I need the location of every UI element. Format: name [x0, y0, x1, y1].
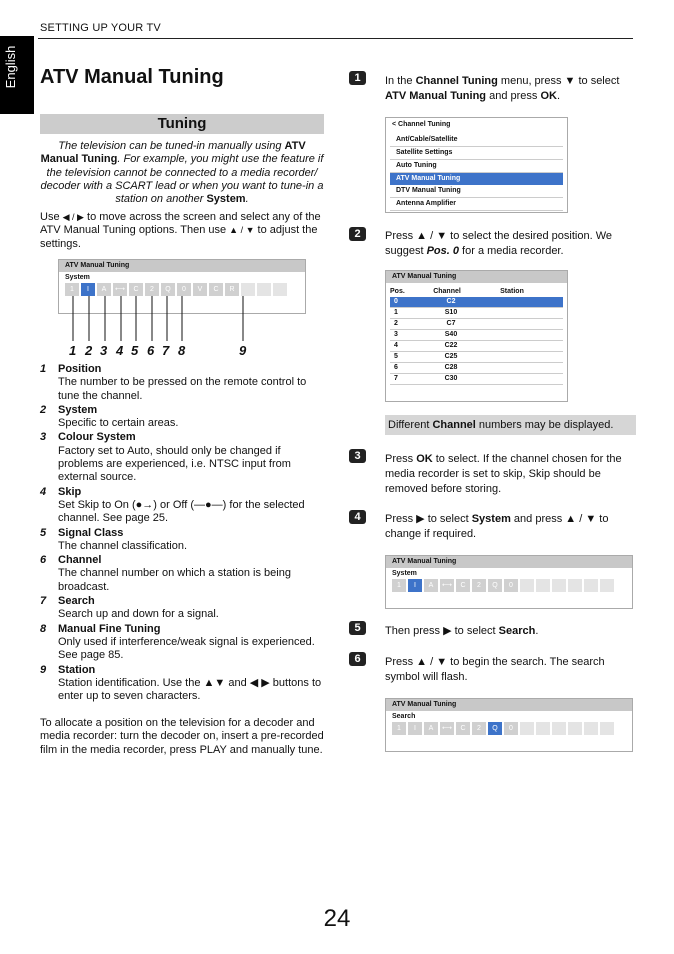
item-number: 5	[40, 526, 47, 539]
item-description: The channel number on which a station is being broadcast.	[58, 567, 291, 593]
intro-paragraph: The television can be tuned-in manually using ATV Manual Tuning. For example, you might use the feature if the television cannot be connected to a media recorder/ decoder with a SCART lead or when you want to tune-in a station on another System.	[40, 140, 324, 206]
osd-cell	[552, 579, 566, 592]
step-1-text: In the Channel Tuning menu, press ▼ to select ATV Manual Tuning and press OK.	[385, 75, 620, 102]
channel-row	[390, 363, 563, 374]
callout-6: 6	[147, 343, 155, 358]
channel-row	[390, 374, 563, 385]
osd-cells	[386, 722, 632, 735]
item-number: 3	[40, 431, 47, 444]
osd-cell	[536, 579, 550, 592]
osd-cell: 1	[392, 722, 406, 735]
channel-row	[390, 341, 563, 352]
step-4-badge: 4	[349, 510, 366, 524]
osd-cells	[386, 579, 632, 592]
item-number: 4	[40, 485, 47, 498]
item-description: Search up and down for a signal.	[58, 608, 219, 621]
list-item	[40, 595, 324, 622]
osd-header: ATV Manual Tuning	[386, 556, 632, 568]
item-title: Manual Fine Tuning	[58, 622, 161, 635]
menu-rows	[386, 134, 567, 211]
page-number: 24	[323, 905, 351, 932]
item-description: Station identification. Use the ▲▼ and ◀ ▶ buttons to enter up to seven characters.	[58, 676, 322, 703]
callout-4: 4	[116, 343, 124, 358]
list-item	[40, 554, 324, 594]
osd-cell: C	[129, 283, 143, 296]
language-tab	[0, 36, 34, 114]
osd-cell: C	[209, 283, 223, 296]
step-3-text: Press OK to select. If the channel chosen for the media recorder is set to skip, Skip should be removed before storing.	[385, 453, 622, 495]
list-item	[40, 527, 324, 554]
osd-cell: I	[408, 579, 422, 592]
item-number: 2	[40, 403, 47, 416]
osd-cell: Q	[161, 283, 175, 296]
row-pos: 5	[394, 353, 398, 360]
osd-header: ATV Manual Tuning	[59, 260, 305, 272]
osd-cell: I	[408, 722, 422, 735]
step-6-badge: 6	[349, 652, 366, 666]
menu-item: Ant/Cable/Satellite	[390, 134, 563, 147]
channel-row	[390, 352, 563, 363]
col-pos: Pos.	[390, 288, 405, 295]
item-description: The channel classification.	[58, 539, 188, 552]
row-channel: C22	[444, 342, 458, 349]
osd-cell: V	[193, 283, 207, 296]
step-3-badge: 3	[349, 449, 366, 463]
osd-cell: A	[97, 283, 111, 296]
callout-1: 1	[69, 343, 77, 358]
language-tab-label: English	[3, 45, 18, 89]
item-number: 7	[40, 595, 47, 608]
row-pos: 0	[394, 298, 398, 305]
menu-back: < Channel Tuning	[392, 121, 451, 128]
running-header: SETTING UP YOUR TV	[40, 22, 161, 34]
osd-header: ATV Manual Tuning	[386, 699, 632, 711]
item-title: Colour System	[58, 431, 136, 444]
row-pos: 2	[394, 320, 398, 327]
osd-cell: 1	[392, 579, 406, 592]
osd-cell: 2	[472, 722, 486, 735]
row-pos: 1	[394, 309, 398, 316]
callout-9: 9	[239, 343, 247, 358]
row-channel: C30	[444, 375, 458, 382]
osd-search	[385, 698, 633, 752]
item-title: Channel	[58, 554, 102, 567]
list-item	[40, 486, 324, 526]
item-title: Signal Class	[58, 526, 124, 539]
channel-row	[390, 308, 563, 319]
item-description: Only used if interference/weak signal is experienced. See page 85.	[58, 635, 315, 662]
osd-cell: I	[81, 283, 95, 296]
channel-row	[390, 319, 563, 330]
osd-cell	[520, 722, 534, 735]
osd-label: System	[65, 274, 90, 281]
osd-cell: C	[456, 722, 470, 735]
item-number: 1	[40, 363, 47, 375]
list-item	[40, 664, 324, 704]
item-description: Specific to certain areas.	[58, 417, 179, 430]
list-item	[40, 431, 324, 484]
step-4-text: Press ▶ to select System and press ▲ / ▼ to change if required.	[385, 513, 609, 540]
item-description: Set Skip to On (●→) or Off (—●—) for the selected channel. See page 25.	[58, 498, 305, 525]
channel-rows	[386, 297, 567, 385]
option-list	[40, 363, 324, 704]
row-channel: C28	[444, 364, 458, 371]
menu-item: DTV Manual Tuning	[390, 185, 563, 198]
osd-cell: R	[225, 283, 239, 296]
row-channel: C2	[446, 298, 456, 305]
osd-cell	[584, 722, 598, 735]
osd-cell	[584, 579, 598, 592]
osd-system	[385, 555, 633, 609]
step-2-badge: 2	[349, 227, 366, 241]
row-pos: 6	[394, 364, 398, 371]
callout-2: 2	[85, 343, 93, 358]
item-title: Station	[58, 663, 96, 676]
osd-cell	[600, 579, 614, 592]
header-rule	[38, 38, 633, 39]
item-title: Search	[58, 595, 95, 608]
section-title: Tuning	[40, 114, 324, 134]
osd-cell	[273, 283, 287, 296]
osd-cell	[536, 722, 550, 735]
osd-label: System	[392, 570, 417, 577]
callout-5: 5	[131, 343, 139, 358]
item-title: Skip	[58, 485, 82, 498]
osd-cell: 1	[65, 283, 79, 296]
osd-channel-list	[385, 270, 568, 402]
col-station: Station	[500, 288, 524, 295]
menu-item: ATV Manual Tuning	[390, 173, 563, 185]
callout-7: 7	[162, 343, 170, 358]
callout-numbers	[68, 343, 258, 359]
row-channel: S10	[444, 309, 458, 316]
osd-cell: 0	[177, 283, 191, 296]
osd-cell: A	[424, 579, 438, 592]
use-paragraph: Use ◀ / ▶ to move across the screen and select any of the ATV Manual Tuning options. Then use ▲ / ▼ to adjust the settings.	[40, 211, 321, 250]
osd-label: Search	[392, 713, 416, 720]
osd-cell: Q	[488, 722, 502, 735]
callout-3: 3	[100, 343, 108, 358]
list-item	[40, 404, 324, 431]
item-number: 9	[40, 663, 47, 676]
step-5-text: Then press ▶ to select Search.	[385, 625, 539, 637]
col-channel: Channel	[433, 288, 461, 295]
row-channel: C25	[444, 353, 458, 360]
item-title: System	[58, 403, 98, 416]
osd-cell	[600, 722, 614, 735]
channel-row	[390, 297, 563, 308]
callout-lines	[58, 296, 304, 344]
osd-cell: Q	[488, 579, 502, 592]
osd-cell: 0	[504, 579, 518, 592]
osd-cell	[568, 579, 582, 592]
menu-item: Satellite Settings	[390, 147, 563, 160]
osd-cell	[257, 283, 271, 296]
row-pos: 7	[394, 375, 398, 382]
row-pos: 4	[394, 342, 398, 349]
page-title: ATV Manual Tuning	[40, 66, 224, 88]
callout-8: 8	[178, 343, 186, 358]
closing-paragraph: To allocate a position on the television for a decoder and media recorder: turn the decoder on, insert a pre-recorded film in the media recorder, press PLAY and manually tune.	[40, 717, 324, 756]
item-number: 8	[40, 622, 47, 635]
osd-cell	[241, 283, 255, 296]
menu-item: Antenna Amplifier	[390, 198, 563, 211]
osd-cells	[59, 283, 305, 296]
step-1-badge: 1	[349, 71, 366, 85]
list-item	[40, 363, 324, 403]
item-description: Factory set to Auto, should only be changed if problems are experienced, i.e. NTSC input from external source.	[58, 444, 291, 484]
item-title: Position	[58, 363, 102, 375]
row-channel: S40	[444, 331, 458, 338]
osd-cell: 2	[472, 579, 486, 592]
osd-cell: ⟷	[440, 579, 454, 592]
osd-cell	[520, 579, 534, 592]
osd-header: ATV Manual Tuning	[386, 271, 567, 283]
osd-cell: A	[424, 722, 438, 735]
list-item	[40, 623, 324, 663]
row-channel: C7	[446, 320, 456, 327]
osd-cell: C	[456, 579, 470, 592]
osd-cell: 0	[504, 722, 518, 735]
channel-row	[390, 330, 563, 341]
channel-col-headers	[390, 287, 563, 297]
osd-cell: 2	[145, 283, 159, 296]
osd-cell	[568, 722, 582, 735]
step-6-text: Press ▲ / ▼ to begin the search. The search symbol will flash.	[385, 656, 605, 683]
row-pos: 3	[394, 331, 398, 338]
osd-channel-tuning-menu	[385, 117, 568, 213]
item-number: 6	[40, 554, 47, 567]
osd-cell: ⟷	[440, 722, 454, 735]
note-bar: Different Channel numbers may be displayed.	[385, 415, 636, 435]
step-2-text: Press ▲ / ▼ to select the desired position. We suggest Pos. 0 for a media recorder.	[385, 230, 613, 257]
item-description: The number to be pressed on the remote control to tune the channel.	[58, 376, 307, 402]
osd-cell: ⟷	[113, 283, 127, 296]
step-5-badge: 5	[349, 621, 366, 635]
menu-item: Auto Tuning	[390, 160, 563, 173]
osd-cell	[552, 722, 566, 735]
